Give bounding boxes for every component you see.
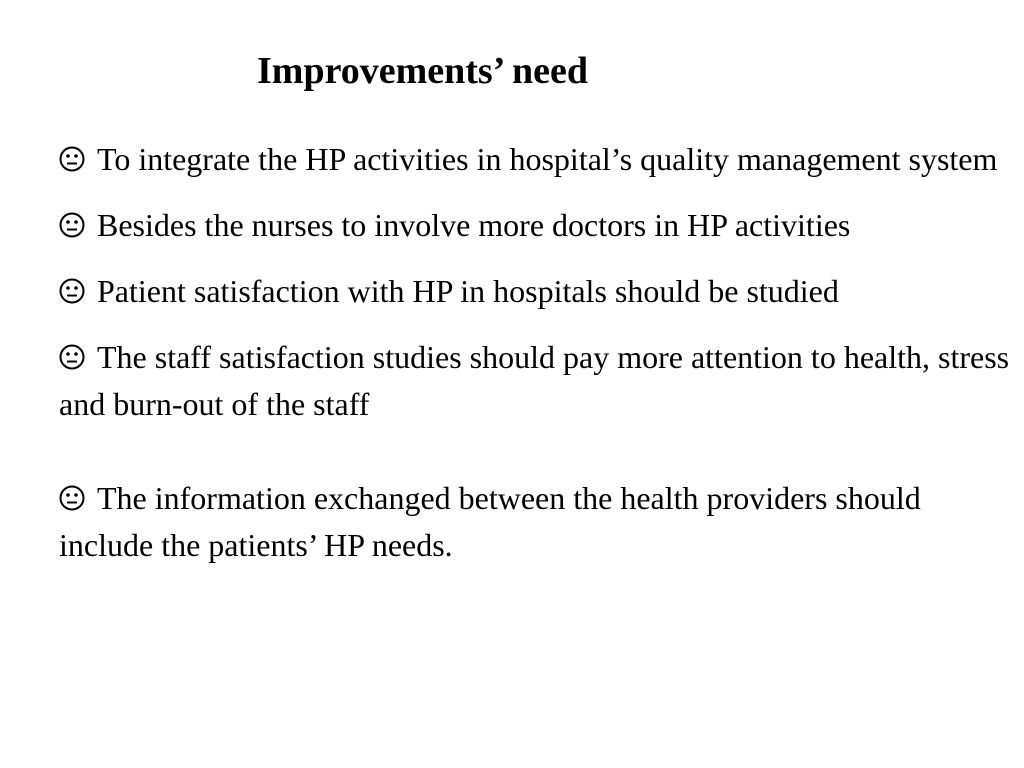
slide-title: Improvements’ need [257,50,589,92]
bullet-text: Patient satisfaction with HP in hospitals should be studied [97,273,839,309]
neutral-face-icon [59,485,85,511]
bullet-item-patient-satisfaction [59,268,1019,315]
bullet-text: To integrate the HP activities in hospital’s quality management system [97,141,998,177]
bullet-text: The staff satisfaction studies should pay more attention to health, stress and burn-out of the staff [59,339,1010,422]
bullet-item-quality-management [59,136,1019,183]
bullet-item-staff-satisfaction [59,334,1019,428]
neutral-face-icon [59,278,85,304]
bullet-item-involve-doctors [59,202,1019,249]
neutral-face-icon [59,212,85,238]
bullet-list [59,136,1019,588]
bullet-text: Besides the nurses to involve more doctors in HP activities [97,207,851,243]
neutral-face-icon [59,146,85,172]
bullet-text: The information exchanged between the health providers should include the patients’ HP needs. [59,480,921,563]
neutral-face-icon [59,344,85,370]
bullet-item-information-exchange [59,475,1019,569]
